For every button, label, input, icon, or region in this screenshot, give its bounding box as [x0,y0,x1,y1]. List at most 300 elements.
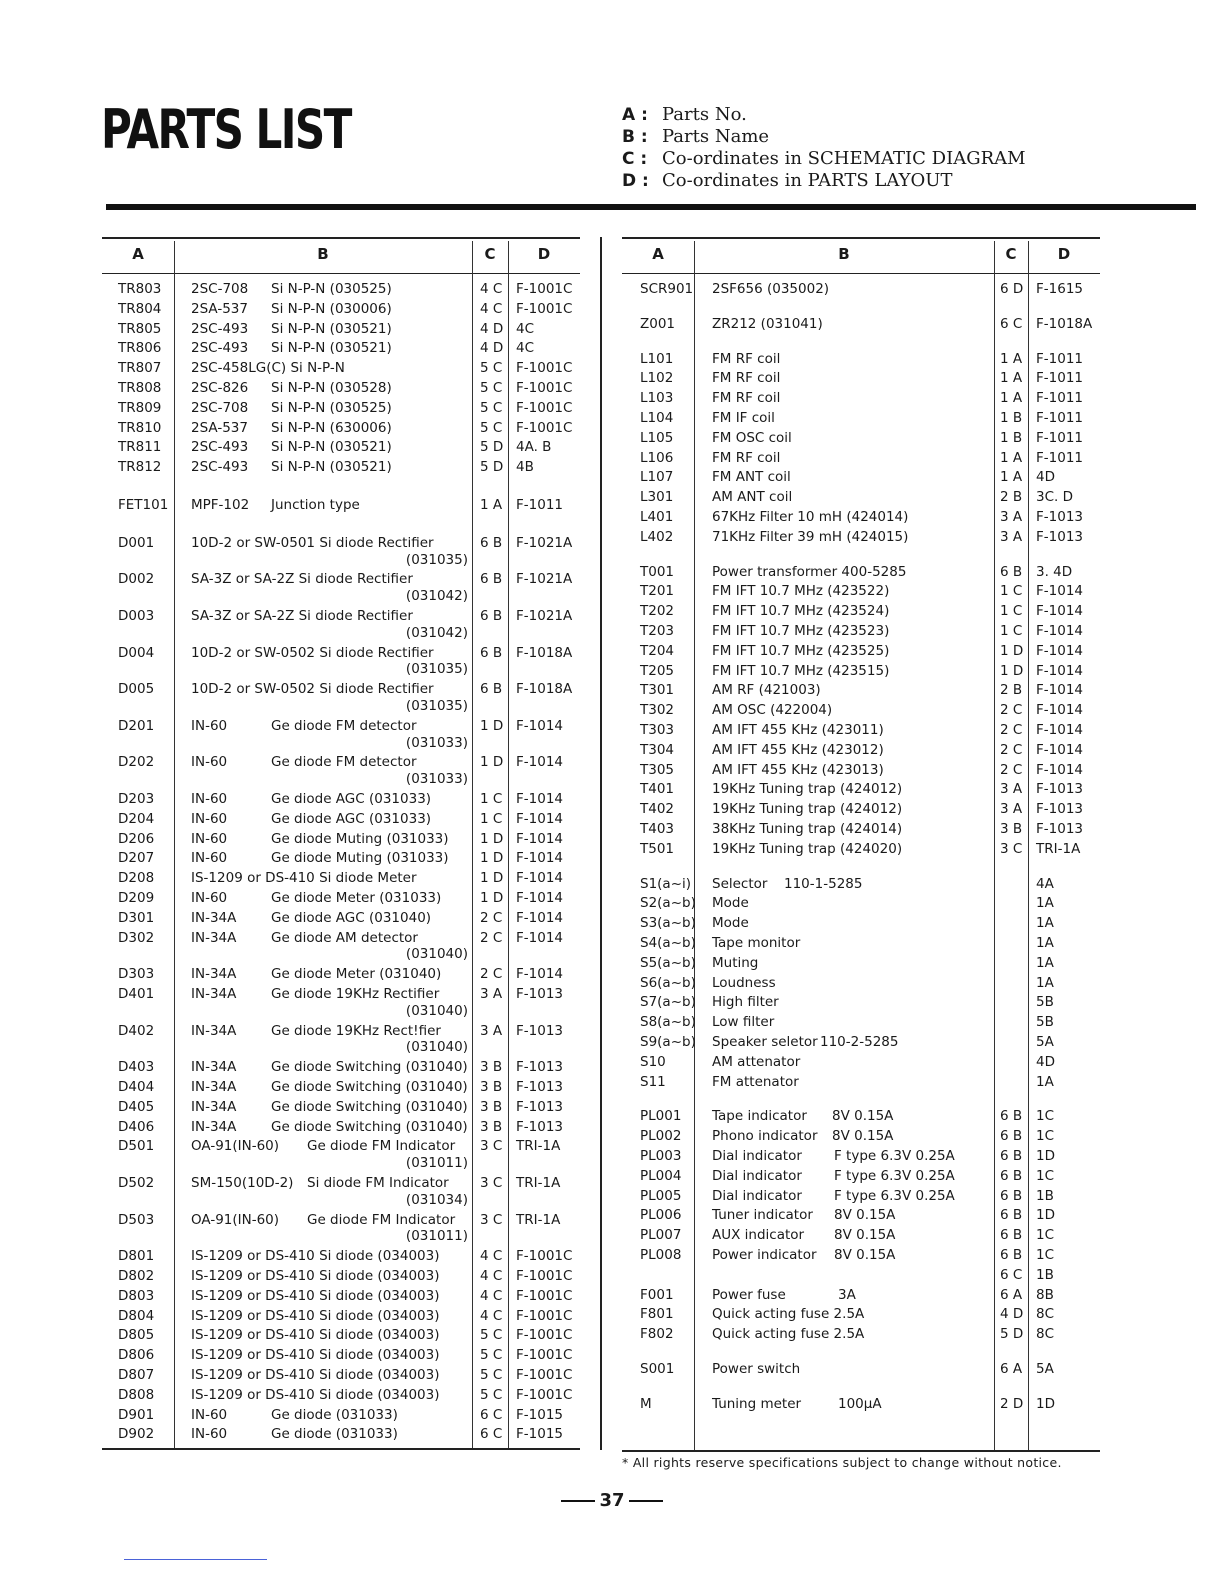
schematic-coord: 5 C [480,380,503,396]
layout-coord: F-1014 [516,850,563,867]
layout-coord: 4A. B [516,439,552,456]
layout-coord: F-1014 [1036,761,1083,778]
schematic-coord: 3 A [1000,528,1023,545]
layout-coord: 8B [1036,1286,1054,1303]
part-no: TR806 [118,340,162,357]
part-name: 19KHz Tuning trap (424012) [712,801,903,818]
part-name: IN-60 [191,850,228,867]
layout-coord: F-1015 [516,1426,563,1443]
layout-coord: F-1001C [516,380,573,396]
part-name: AM OSC (422004) [712,702,833,719]
part-detail: Ge diode Muting (031033) [271,850,449,867]
part-no: S4(a~b) [640,935,696,951]
part-name: IN-60 [191,791,228,807]
schematic-coord: 6 B [1000,1128,1023,1145]
part-detail: Ge diode FM detector [271,754,417,771]
part-name: Mode [712,915,749,932]
part-no: D501 [118,1138,155,1155]
schematic-coord: 4 C [480,1287,503,1304]
schematic-coord: 5 C [480,1327,503,1344]
part-detail: F type 6.3V 0.25A [834,1187,955,1204]
part-no: D002 [118,571,155,588]
part-no: T501 [640,840,675,857]
layout-coord: 3. 4D [1036,563,1073,580]
layout-coord: F-1014 [516,890,563,906]
schematic-coord: 1 D [480,754,504,771]
part-name: IS-1209 or DS-410 Si diode Meter [191,870,417,887]
part-detail: 110-2-5285 [820,1034,899,1050]
part-name: Speaker seletor [712,1034,818,1050]
header-c: C [484,245,496,263]
part-no: PL004 [640,1167,682,1184]
table-top-rule [622,237,1100,239]
schematic-coord: 3 B [1000,821,1023,837]
part-no: PL008 [640,1247,682,1263]
part-name: FM RF coil [712,390,781,407]
part-no: T305 [640,761,675,778]
legend-row-c [622,148,1026,170]
layout-coord: F-1013 [1036,781,1083,798]
part-no: D302 [118,929,155,946]
part-no: TR810 [118,419,162,436]
schematic-coord: 6 A [1000,1286,1023,1303]
part-no: S8(a~b) [640,1014,696,1031]
header-b: B [838,245,850,263]
part-no: T204 [640,642,675,659]
layout-coord: F-1001C [516,360,573,377]
layout-coord: F-1014 [1036,583,1083,600]
part-name: IN-60 [191,717,228,734]
part-name: IN-34A [191,929,237,946]
layout-coord: F-1001C [516,1367,573,1383]
part-name-continued: (031033) [405,771,468,788]
schematic-coord: 3 A [1000,781,1023,798]
schematic-coord: 2 C [1000,722,1023,738]
part-detail: Si N-P-N (630006) [271,419,392,436]
schematic-coord: 5 C [480,1347,503,1364]
part-name: Power transformer 400-5285 [712,563,907,580]
schematic-coord: 1 C [480,791,503,807]
schematic-coord: 6 D [1000,281,1024,297]
part-no: D201 [118,717,155,734]
part-no: PL002 [640,1128,682,1145]
layout-coord: TRI-1A [516,1211,561,1228]
part-name-continued: (031033) [405,734,468,751]
part-detail: Si N-P-N (030521) [271,459,392,476]
part-name: 2SC-826 [191,380,249,396]
schematic-coord: 6 B [480,571,503,588]
layout-coord: F-1013 [516,1079,563,1095]
part-no: D804 [118,1307,155,1324]
schematic-coord: 2 C [1000,702,1023,719]
header-d: D [1057,245,1071,263]
part-no: S11 [640,1073,666,1090]
part-no: L104 [640,410,674,426]
layout-coord: 1D [1036,1395,1055,1412]
part-name: 38KHz Tuning trap (424014) [712,821,903,837]
part-name: Dial indicator [712,1167,802,1184]
schematic-coord: 6 B [1000,563,1023,580]
part-name: 2SC-708 [191,281,249,297]
layout-coord: F-1011 [1036,390,1083,407]
layout-coord: F-1011 [1036,410,1083,426]
part-no: S3(a~b) [640,915,696,932]
schematic-coord: 2 C [480,966,503,983]
part-name: FM RF coil [712,370,781,387]
schematic-coord: 4 D [480,340,504,357]
layout-coord: F-1013 [516,1022,563,1039]
legend-key: A : [622,105,648,125]
schematic-coord: 6 B [1000,1148,1023,1164]
part-name: 19KHz Tuning trap (424012) [712,781,903,798]
part-name: Tuner indicator [712,1207,813,1224]
part-name: 2SC-493 [191,320,249,337]
part-name: IN-60 [191,810,228,827]
schematic-coord: 1 C [1000,583,1023,600]
layout-coord: F-1014 [1036,662,1083,679]
layout-coord: F-1001C [516,1307,573,1324]
part-name: Muting [712,954,759,971]
part-name: SA-3Z or SA-2Z Si diode Rectifier [191,608,413,624]
part-name: Quick acting fuse 2.5A [712,1326,865,1343]
part-detail: 8V 0.15A [834,1247,896,1263]
schematic-coord: 4 D [1000,1306,1024,1323]
part-no: F801 [640,1306,674,1323]
layout-coord: 5B [1036,1014,1054,1031]
table-bottom-rule [622,1450,1100,1452]
part-no: D207 [118,850,155,867]
layout-coord: F-1615 [1036,281,1083,297]
part-detail: Ge diode (031033) [271,1406,398,1423]
part-name: 2SA-537 [191,419,248,436]
layout-coord: F-1013 [516,1118,563,1135]
part-name: AM attenator [712,1053,801,1070]
layout-coord: F-1014 [516,870,563,887]
layout-coord: 3C. D [1036,489,1073,506]
part-no: D503 [118,1211,155,1228]
legend-key: D : [622,171,649,191]
part-name: 2SA-537 [191,300,248,317]
header-d: D [537,245,551,263]
part-name: IN-34A [191,1022,237,1039]
layout-coord: 5A [1036,1361,1054,1377]
part-no: L102 [640,370,674,387]
part-name-continued: (031040) [405,1002,468,1019]
col-divider [1028,241,1029,1450]
part-name: FM attenator [712,1073,799,1090]
part-no: TR804 [118,300,162,317]
part-no: S9(a~b) [640,1034,696,1050]
legend-row-a [622,104,1026,126]
layout-coord: F-1011 [1036,350,1083,367]
part-detail: Ge diode AGC (031040) [271,909,432,926]
part-name: IN-34A [191,1098,237,1115]
part-name: FM IFT 10.7 MHz (423515) [712,662,890,679]
table-top-rule [102,237,580,239]
schematic-coord: 1 D [480,830,504,847]
layout-coord: 1B [1036,1187,1054,1204]
part-no: D001 [118,534,155,551]
part-detail: Ge diode (031033) [271,1426,398,1443]
part-detail: Si N-P-N (030521) [271,439,392,456]
part-no: D403 [118,1059,155,1076]
layout-coord: 1C [1036,1108,1055,1125]
part-no: D204 [118,810,155,827]
part-detail: Si N-P-N (030521) [271,340,392,357]
layout-coord: 1B [1036,1266,1054,1283]
part-no: PL003 [640,1148,682,1164]
part-no: D806 [118,1347,155,1364]
layout-coord: F-1014 [1036,741,1083,758]
part-no: PL001 [640,1108,682,1125]
part-name: High filter [712,994,779,1011]
link-underline [124,1559,267,1560]
part-no: PL005 [640,1187,682,1204]
layout-coord: F-1014 [516,754,563,771]
part-no: L402 [640,528,674,545]
part-no: T201 [640,583,675,600]
schematic-coord: 6 B [1000,1207,1023,1224]
layout-coord: TRI-1A [516,1138,561,1155]
layout-coord: F-1001C [516,419,573,436]
part-name: FM OSC coil [712,429,792,446]
layout-coord: 8C [1036,1326,1055,1343]
part-name: 2SC-493 [191,459,249,476]
layout-coord: 4C [516,320,535,337]
part-no: D208 [118,870,155,887]
layout-coord: F-1018A [516,644,573,661]
legend-text: Co-ordinates in SCHEMATIC DIAGRAM [662,148,1026,169]
layout-coord: TRI-1A [516,1175,561,1191]
part-name: 67KHz Filter 10 mH (424014) [712,509,909,525]
part-no: TR803 [118,281,162,297]
schematic-coord: 3 C [480,1138,503,1155]
col-divider [174,241,175,1448]
schematic-coord: 6 A [1000,1361,1023,1377]
table-bottom-rule [102,1448,580,1450]
part-detail: Ge diode FM detector [271,717,417,734]
layout-coord: 1C [1036,1167,1055,1184]
part-name: AM ANT coil [712,489,793,506]
part-name: MPF-102 [191,497,250,513]
part-no: D902 [118,1426,155,1443]
part-no: D303 [118,966,155,983]
part-no: F802 [640,1326,674,1343]
schematic-coord: 1 B [1000,410,1023,426]
col-divider [994,241,995,1450]
part-name: Power switch [712,1361,801,1377]
part-detail: Ge diode FM Indicator [307,1138,456,1155]
schematic-coord: 6 B [480,534,503,551]
part-no: D203 [118,791,155,807]
schematic-coord: 2 C [480,909,503,926]
part-name: FM IFT 10.7 MHz (423525) [712,642,890,659]
part-no: D807 [118,1367,155,1383]
part-detail: Si N-P-N (030525) [271,399,392,416]
part-no: D003 [118,608,155,624]
layout-coord: F-1021A [516,608,573,624]
layout-coord: 1A [1036,974,1054,991]
schematic-coord: 3 B [480,1059,503,1076]
title-rule [106,204,1196,210]
part-name: Tape monitor [712,935,801,951]
layout-coord: F-1014 [1036,682,1083,699]
part-no: T302 [640,702,675,719]
layout-coord: 1C [1036,1128,1055,1145]
part-no: D901 [118,1406,155,1423]
part-no: FET101 [118,497,169,513]
parts-table-right [622,237,1100,1452]
layout-coord: F-1001C [516,1248,573,1265]
part-detail: Si N-P-N (030525) [271,281,392,297]
layout-coord: F-1015 [516,1406,563,1423]
schematic-coord: 4 C [480,1307,503,1324]
part-name: Tape indicator [712,1108,807,1125]
schematic-coord: 1 C [480,810,503,827]
schematic-coord: 6 C [1000,1266,1023,1283]
header-c: C [1005,245,1017,263]
part-no: D802 [118,1268,155,1284]
part-detail: Junction type [271,497,360,513]
dash-left [561,1500,595,1502]
part-no: D005 [118,681,155,698]
header-a: A [652,245,664,263]
part-detail: 8V 0.15A [834,1227,896,1244]
part-no: T401 [640,781,675,798]
part-name: IN-60 [191,890,228,906]
schematic-coord: 2 B [1000,489,1023,506]
layout-coord: 4A [1036,875,1054,892]
layout-coord: F-1001C [516,1327,573,1344]
part-name-continued: (031042) [405,624,468,641]
part-detail: F type 6.3V 0.25A [834,1167,955,1184]
part-no: D401 [118,986,155,1002]
part-name: FM IFT 10.7 MHz (423522) [712,583,890,600]
layout-coord: TRI-1A [1036,840,1081,857]
layout-coord: F-1018A [516,681,573,698]
page-title: PARTS LIST [101,98,351,161]
part-name: Low filter [712,1014,775,1031]
part-detail: Si N-P-N (030521) [271,320,392,337]
layout-coord: F-1014 [1036,702,1083,719]
part-name: IS-1209 or DS-410 Si diode (034003) [191,1307,440,1324]
part-no: L101 [640,350,674,367]
part-name: IN-34A [191,986,237,1002]
part-detail: 110-1-5285 [784,875,863,892]
part-name: 19KHz Tuning trap (424020) [712,840,903,857]
part-no: TR812 [118,459,162,476]
part-name: SA-3Z or SA-2Z Si diode Rectifier [191,571,413,588]
part-name: IN-34A [191,1059,237,1076]
part-no: TR805 [118,320,162,337]
schematic-coord: 1 D [480,717,504,734]
layout-coord: 1A [1036,954,1054,971]
part-no: SCR901 [640,281,694,297]
layout-coord: 1C [1036,1227,1055,1244]
part-no: D402 [118,1022,155,1039]
schematic-coord: 4 C [480,281,503,297]
schematic-coord: 1 D [480,850,504,867]
part-name-continued: (031035) [405,551,468,568]
schematic-coord: 3 A [480,986,503,1002]
schematic-coord: 3 C [1000,840,1023,857]
layout-coord: F-1014 [516,810,563,827]
schematic-coord: 1 A [1000,469,1023,486]
schematic-coord: 6 B [480,644,503,661]
schematic-coord: 1 A [480,497,503,513]
part-name: IS-1209 or DS-410 Si diode (034003) [191,1386,440,1403]
part-no: TR808 [118,380,162,396]
dash-right [629,1500,663,1502]
layout-coord: F-1013 [1036,528,1083,545]
schematic-coord: 6 C [480,1426,503,1443]
part-name: Loudness [712,974,776,991]
schematic-coord: 3 C [480,1211,503,1228]
schematic-coord: 1 C [1000,623,1023,639]
part-detail: Ge diode 19KHz Rect!fier [271,1022,441,1039]
schematic-coord: 3 A [480,1022,503,1039]
layout-coord: F-1013 [1036,509,1083,525]
part-no: T403 [640,821,675,837]
schematic-coord: 6 C [1000,315,1023,332]
part-name: IS-1209 or DS-410 Si diode (034003) [191,1268,440,1284]
part-name: IN-60 [191,754,228,771]
part-no: TR811 [118,439,162,456]
part-no: L105 [640,429,674,446]
part-name: Mode [712,895,749,912]
part-detail: Ge diode AM detector [271,929,418,946]
part-no: D405 [118,1098,155,1115]
schematic-coord: 6 B [1000,1108,1023,1125]
part-name: IN-34A [191,1079,237,1095]
part-name: IS-1209 or DS-410 Si diode (034003) [191,1287,440,1304]
part-no: M [640,1395,652,1412]
part-name: Power indicator [712,1247,817,1263]
layout-coord: F-1013 [1036,821,1083,837]
part-name: IN-60 [191,830,228,847]
part-no: T301 [640,682,675,699]
part-detail: Si N-P-N (030006) [271,300,392,317]
schematic-coord: 1 C [1000,603,1023,620]
part-no: T304 [640,741,675,758]
layout-coord: F-1021A [516,534,573,551]
part-name: IS-1209 or DS-410 Si diode (034003) [191,1367,440,1383]
schematic-coord: 6 B [1000,1247,1023,1263]
layout-coord: 5B [1036,994,1054,1011]
part-name: 10D-2 or SW-0502 Si diode Rectifier [191,681,434,698]
part-name: AM IFT 455 KHz (423011) [712,722,884,738]
part-no: T303 [640,722,675,738]
part-name: 2SC-493 [191,439,249,456]
part-no: PL007 [640,1227,682,1244]
header-a: A [132,245,144,263]
part-name: OA-91(IN-60) [191,1138,280,1155]
part-no: D406 [118,1118,155,1135]
schematic-coord: 3 B [480,1118,503,1135]
part-no: D004 [118,644,155,661]
part-no: S1(a~i) [640,875,692,892]
part-name: ZR212 (031041) [712,315,823,332]
part-name: FM RF coil [712,449,781,466]
layout-coord: 4D [1036,469,1055,486]
parts-table-left [102,237,580,1450]
schematic-coord: 6 B [1000,1167,1023,1184]
schematic-coord: 2 C [480,929,503,946]
part-detail: 8V 0.15A [832,1108,894,1125]
part-no: S001 [640,1361,675,1377]
legend-text: Co-ordinates in PARTS LAYOUT [662,170,953,191]
layout-coord: F-1011 [516,497,563,513]
